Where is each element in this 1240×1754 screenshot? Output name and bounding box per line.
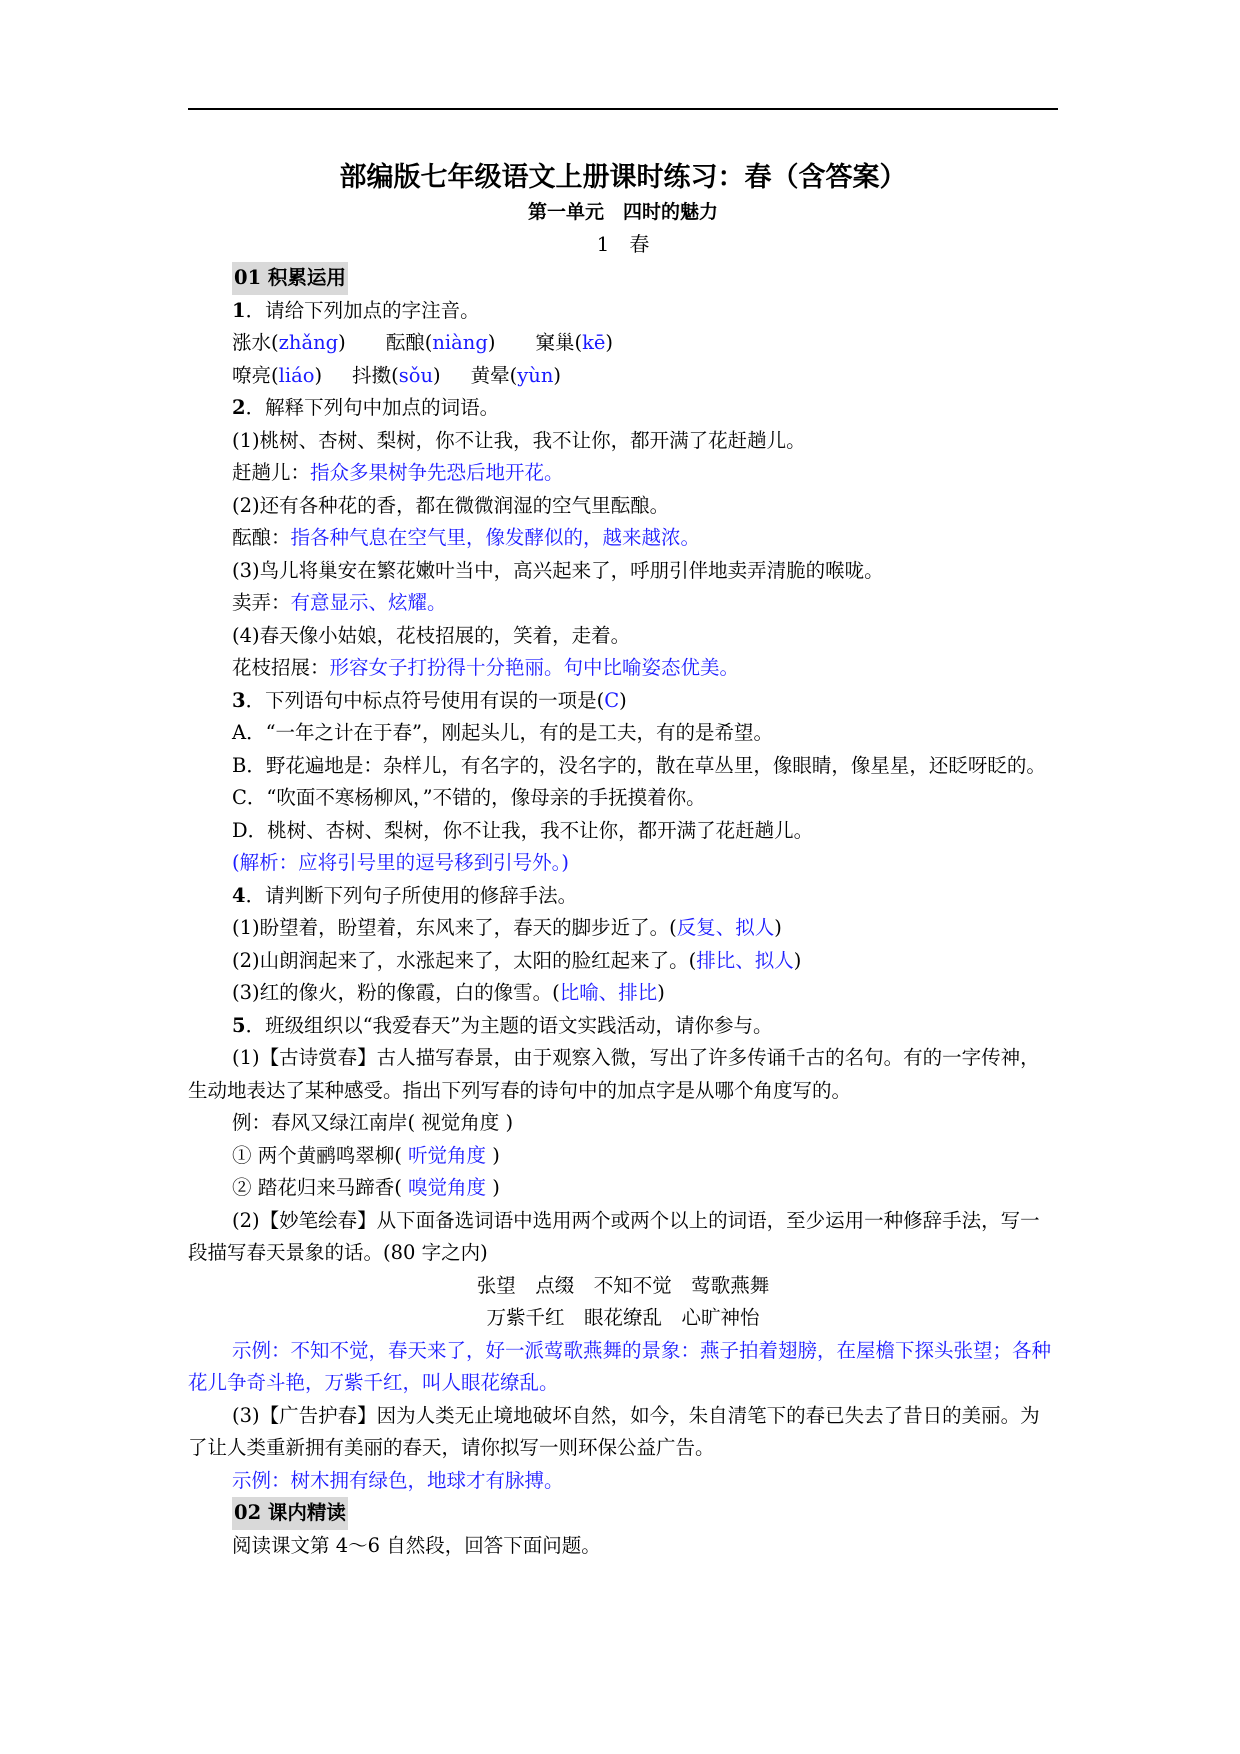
question-4-item-2: (2)山朗润起来了，水涨起来了，太阳的脸红起来了。(排比、拟人) xyxy=(232,948,802,972)
question-2-sentence-2: (2)还有各种花的香，都在微微润湿的空气里酝酿。 xyxy=(232,493,670,517)
question-2-answer-1: 赶趟儿：指众多果树争先恐后地开花。 xyxy=(232,461,564,484)
question-5-part-2: (2)【妙笔绘春】从下面备选词语中选用两个或两个以上的词语，至少运用一种修辞手法，写一段描写春天景象的话。(80 字之内) xyxy=(188,1208,1040,1264)
question-5-item-2: ② 踏花归来马蹄香( 嗅觉角度 ) xyxy=(232,1176,500,1199)
question-3-stem: 3．下列语句中标点符号使用有误的一项是(C) xyxy=(232,688,627,712)
pinyin-answer: sǒu xyxy=(398,363,434,387)
option-b: B．野花遍地是：杂样儿，有名字的，没名字的，散在草丛里，像眼睛，像星星，还眨呀眨的。 xyxy=(232,753,1046,777)
word-bank-row-1: 张望 点缀 不知不觉 莺歌燕舞 xyxy=(476,1273,770,1297)
question-2-answer-4: 花枝招展：形容女子打扮得十分艳丽。句中比喻姿态优美。 xyxy=(232,656,740,679)
question-1-row-1: 涨水(zhǎng) 酝酿(niàng) 窠巢(kē) xyxy=(232,331,614,354)
question-4-item-1: (1)盼望着，盼望着，东风来了，春天的脚步近了。(反复、拟人) xyxy=(232,916,782,939)
header-rule xyxy=(188,108,1058,110)
choice-answer: C xyxy=(604,688,620,712)
pinyin-answer: yùn xyxy=(517,363,554,387)
question-5-stem: 5．班级组织以“我爱春天”为主题的语文实践活动，请你参与。 xyxy=(232,1013,773,1037)
question-2-sentence-4: (4)春天像小姑娘，花枝招展的，笑着，走着。 xyxy=(232,623,631,647)
pinyin-answer: zhǎng xyxy=(278,331,339,354)
question-5-part-2-answer: 示例：不知不觉，春天来了，好一派莺歌燕舞的景象：燕子拍着翅膀，在屋檐下探头张望；各种花儿争奇斗艳，万紫千红，叫人眼花缭乱。 xyxy=(188,1338,1052,1394)
question-2-sentence-1: (1)桃树、杏树、梨树，你不让我，我不让你，都开满了花赶趟儿。 xyxy=(232,428,806,452)
question-3-analysis: (解析：应将引号里的逗号移到引号外。) xyxy=(232,851,569,874)
question-1-stem: 1．请给下列加点的字注音。 xyxy=(232,298,480,322)
document-title: 部编版七年级语文上册课时练习：春（含答案） xyxy=(339,162,907,193)
question-2-stem: 2．解释下列句中加点的词语。 xyxy=(232,396,500,419)
question-5-part-3-answer: 示例：树木拥有绿色，地球才有脉搏。 xyxy=(232,1468,564,1492)
question-5-part-1: (1)【古诗赏春】古人描写春景，由于观察入微，写出了许多传诵千古的名句。有的一字传神，生动地表达了某种感受。指出下列写春的诗句中的加点字是从哪个角度写的。 xyxy=(188,1046,1040,1102)
question-2-answer-2: 酝酿：指各种气息在空气里，像发酵似的，越来越浓。 xyxy=(232,526,701,549)
question-2-sentence-3: (3)鸟儿将巢安在繁花嫩叶当中，高兴起来了，呼朋引伴地卖弄清脆的喉咙。 xyxy=(232,558,884,582)
pinyin-answer: niàng xyxy=(432,331,488,354)
worksheet-content xyxy=(188,158,1058,1562)
section-heading-reading: 02 课内精读 xyxy=(188,1497,1058,1530)
question-4-stem: 4．请判断下列句子所使用的修辞手法。 xyxy=(232,883,578,907)
reading-instruction: 阅读课文第 4～6 自然段，回答下面问题。 xyxy=(232,1533,601,1557)
option-d: D．桃树、杏树、梨树，你不让我，我不让你，都开满了花赶趟儿。 xyxy=(232,818,814,842)
question-5-example: 例：春风又绿江南岸( 视觉角度 ) xyxy=(232,1111,514,1134)
lesson-heading: 1 春 xyxy=(596,232,650,256)
pinyin-answer: liáo xyxy=(278,363,315,387)
section-heading-accumulation: 01 积累运用 xyxy=(188,262,1058,295)
question-5-item-1: ① 两个黄鹂鸣翠柳( 听觉角度 ) xyxy=(232,1143,500,1167)
pinyin-answer: kē xyxy=(582,331,606,354)
question-2-answer-3: 卖弄：有意显示、炫耀。 xyxy=(232,591,447,614)
question-5-part-3: (3)【广告护春】因为人类无止境地破坏自然，如今，朱自清笔下的春已失去了昔日的美丽。为了让人类重新拥有美丽的春天，请你拟写一则环保公益广告。 xyxy=(188,1403,1040,1459)
question-1-row-2: 嘹亮(liáo) 抖擞(sǒu) 黄晕(yùn) xyxy=(232,363,561,387)
option-c: C．“吹面不寒杨柳风，”不错的，像母亲的手抚摸着你。 xyxy=(232,786,706,809)
option-a: A．“一年之计在于春”，刚起头儿，有的是工夫，有的是希望。 xyxy=(232,721,774,744)
unit-heading: 第一单元 四时的魅力 xyxy=(527,201,718,223)
question-4-item-3: (3)红的像火，粉的像霞，白的像雪。(比喻、排比) xyxy=(232,981,665,1004)
word-bank-row-2: 万紫千红 眼花缭乱 心旷神怡 xyxy=(486,1306,760,1329)
